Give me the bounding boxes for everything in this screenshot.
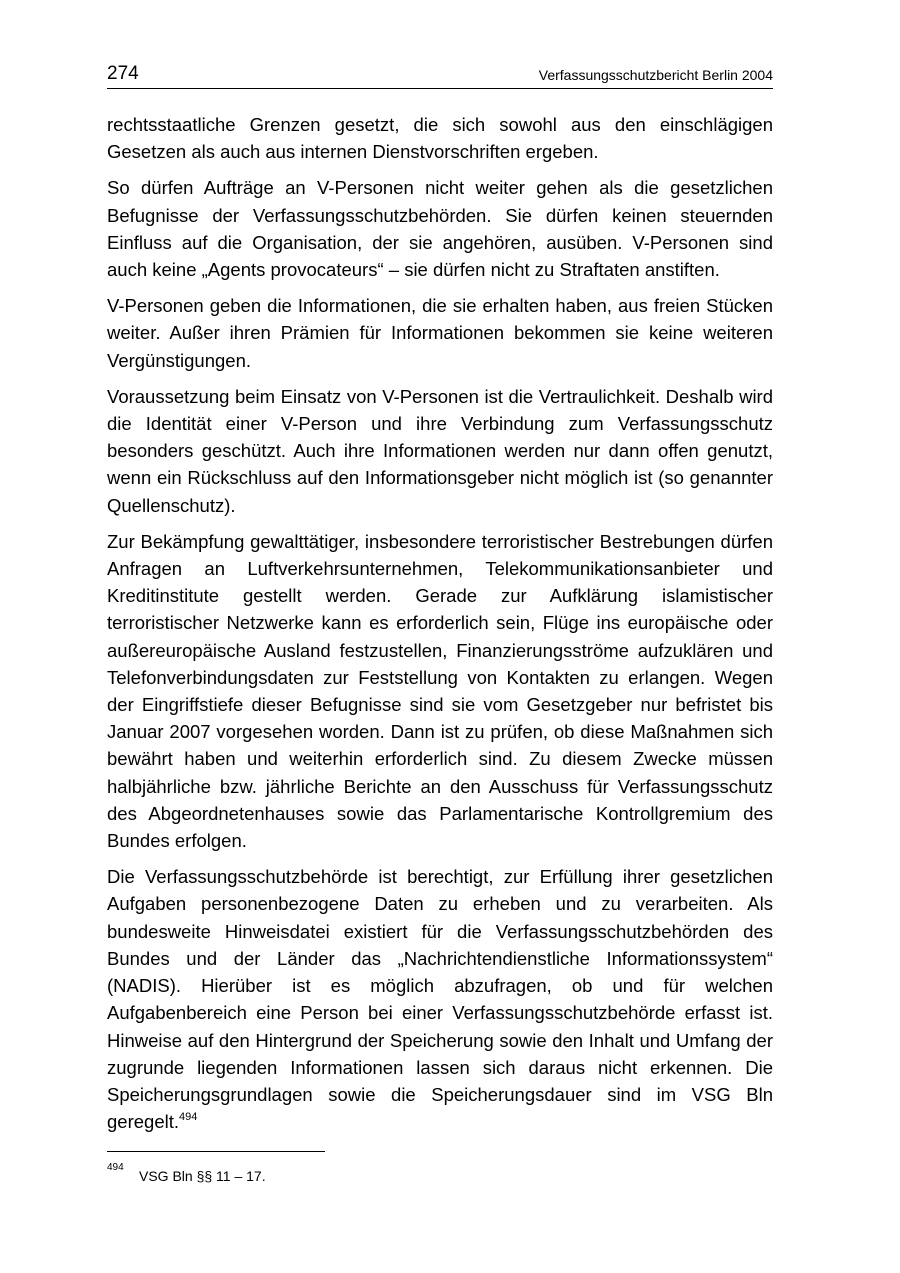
footnote-number: 494 bbox=[107, 1162, 124, 1173]
page-number: 274 bbox=[107, 63, 139, 84]
footnote-reference: 494 bbox=[179, 1111, 198, 1124]
footnote-separator bbox=[107, 1151, 325, 1152]
paragraph: So dürfen Aufträge an V-Personen nicht weiter gehen als die gesetzlichen Befugnisse der Verfassungsschutzbehörden. Sie dürfen keinen steuernden Einfluss auf die Organisation, der sie angehören, ausüben. V-Personen sind auch keine „Agents provocateurs“ – sie dürfen nicht zu Straftaten anstiften. bbox=[107, 177, 773, 281]
paragraph: rechtsstaatliche Grenzen gesetzt, die sich sowohl aus den einschlägigen Gesetzen als auch aus internen Dienstvorschriften ergeben. bbox=[107, 114, 773, 163]
paragraph: V-Personen geben die Informationen, die sie erhalten haben, aus freien Stücken weiter. Außer ihren Prämien für Informationen bekommen sie keine weiteren Vergünstigungen. bbox=[107, 295, 773, 371]
paragraph: Zur Bekämpfung gewalttätiger, insbesondere terroristischer Bestrebungen dürfen Anfragen an Luftverkehrsunternehmen, Telekommunikationsanbieter und Kreditinstitute gestellt werden. Gerade zur Aufklärung islamistischer terroristischer Netzwerke kann es erforderlich sein, Flüge ins europäische oder außereuropäische Ausland festzustellen, Finanzierungsströme aufzuklären und Telefonverbindungsdaten zur Feststellung von Kontakten zu erlangen. Wegen der Eingriffstiefe dieser Befugnisse sind sie vom Gesetzgeber nur befristet bis Januar 2007 vorgesehen worden. Dann ist zu prüfen, ob diese Maßnahmen sich bewährt haben und weiterhin erforderlich sind. Zu diesem Zwecke müssen halbjährliche bzw. jährliche Berichte an den Ausschuss für Verfassungsschutz des Abgeordnetenhauses sowie das Parlamentarische Kontrollgremium des Bundes erfolgen. bbox=[107, 530, 773, 852]
running-title: Verfassungsschutzbericht Berlin 2004 bbox=[538, 67, 773, 83]
paragraph: Voraussetzung beim Einsatz von V-Personen ist die Vertraulichkeit. Deshalb wird die Identität einer V-Person und ihre Verbindung zum Verfassungsschutz besonders geschützt. Auch ihre Informationen werden nur dann offen genutzt, wenn ein Rückschluss auf den Informationsgeber nicht möglich ist (so genannter Quellenschutz). bbox=[107, 385, 773, 516]
paragraph-with-footnote bbox=[107, 863, 773, 1135]
paragraph-text: Die Verfassungsschutzbehörde ist berechtigt, zur Erfüllung ihrer gesetzlichen Aufgaben personenbezogene Daten zu erheben und zu verarbeiten. Als bundesweite Hinweisdatei existiert für die Verfassungsschutzbehörden des Bundes und der Länder das „Nachrichtendienstliche Informationssystem“ (NADIS). Hierüber ist es möglich abzufragen, ob und für welchen Aufgabenbereich eine Person bei einer Verfassungsschutzbehörde erfasst ist. Hinweise auf den Hintergrund der Speicherung sowie den Inhalt und Umfang der zugrunde liegenden Informationen lassen sich daraus nicht erkennen. Die Speicherungsgrundlagen sowie die Speicherungsdauer sind im VSG Bln geregelt. bbox=[107, 866, 773, 1133]
footnote-text: VSG Bln §§ 11 – 17. bbox=[139, 1168, 266, 1184]
body-text bbox=[107, 111, 773, 1144]
page-header bbox=[107, 62, 773, 89]
